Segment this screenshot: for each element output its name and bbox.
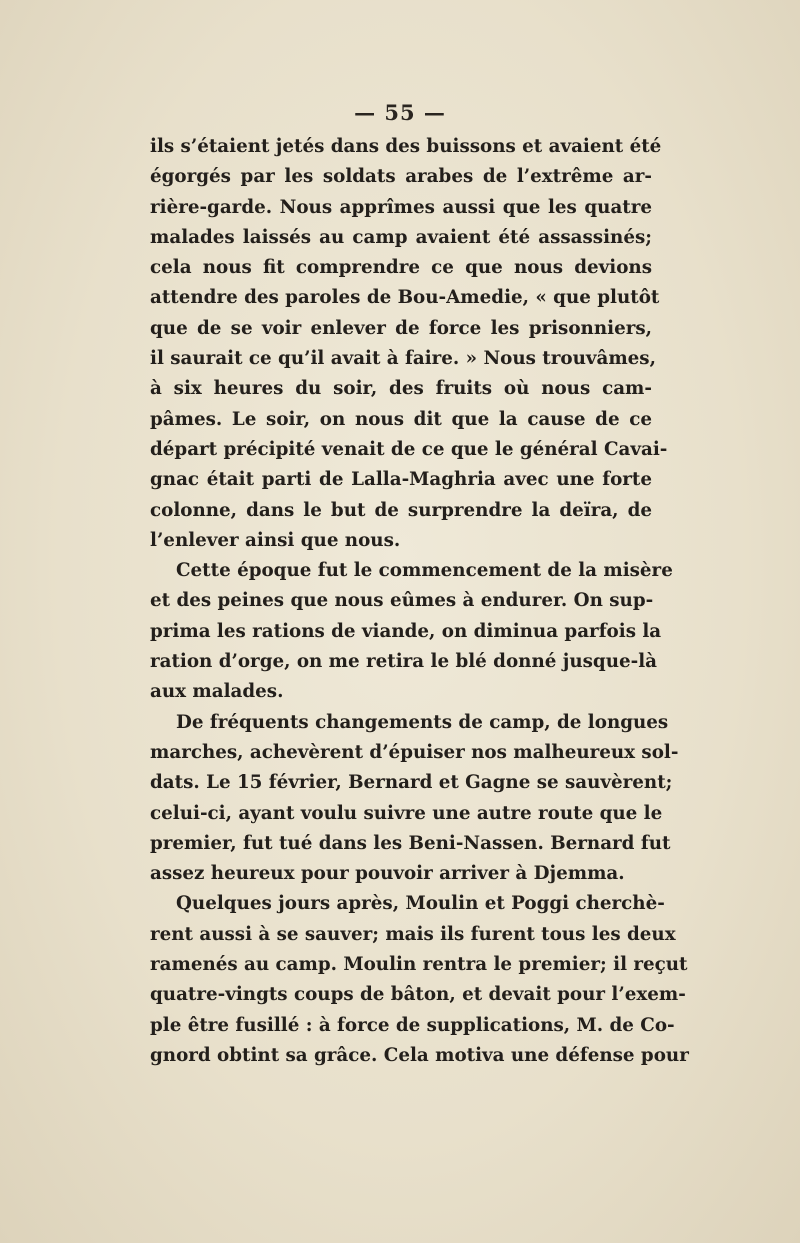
text-line: Cette époque fut le commencement de la misère	[176, 560, 673, 582]
text-line: aux malades.	[150, 681, 284, 703]
text-line: ils s’étaient jetés dans des buissons et avaient été	[150, 136, 662, 157]
text-line: gnord obtint sa grâce. Cela motiva une défense pour	[150, 1044, 689, 1066]
text-line: quatre-vingts coups de bâton, et devait pour l’exem-	[150, 984, 686, 1006]
text-line: à six heures du soir, des fruits où nous cam-	[150, 378, 652, 400]
text-line: prima les rations de viande, on diminua parfois la	[150, 620, 662, 642]
text-line: Quelques jours après, Moulin et Poggi cherchè-	[176, 893, 665, 915]
text-line: ration d’orge, on me retira le blé donné jusque-là	[150, 651, 658, 673]
text-line: égorgés par les soldats arabes de l’extrême ar-	[150, 166, 652, 188]
text-line: il saurait ce qu’il avait à faire. » Nous trouvâmes,	[150, 348, 656, 370]
text-line: l’enlever ainsi que nous.	[150, 529, 401, 551]
text-line: ple être fusillé : à force de supplications, M. de Co-	[150, 1014, 675, 1036]
text-line: que de se voir enlever de force les prisonniers,	[150, 317, 652, 339]
page-number: — 55 —	[354, 100, 446, 125]
text-line: De fréquents changements de camp, de longues	[176, 711, 669, 733]
text-line: gnac était parti de Lalla-Maghria avec une forte	[150, 469, 652, 491]
text-line: dats. Le 15 février, Bernard et Gagne se sauvèrent;	[150, 772, 673, 794]
text-line: pâmes. Le soir, on nous dit que la cause de ce	[150, 408, 652, 430]
text-line: assez heureux pour pouvoir arriver à Djemma.	[150, 863, 625, 885]
text-line: rière-garde. Nous apprîmes aussi que les quatre	[150, 196, 652, 218]
text-line: cela nous fit comprendre ce que nous devions	[150, 257, 652, 279]
text-line: rent aussi à se sauver; mais ils furent tous les deux	[150, 923, 676, 945]
text-line: malades laissés au camp avaient été assassinés;	[150, 226, 652, 248]
body-text	[150, 132, 689, 1071]
text-line: et des peines que nous eûmes à endurer. On sup-	[150, 590, 654, 612]
text-line: attendre des paroles de Bou-Amedie, « que plutôt	[150, 287, 660, 309]
text-line: départ précipité venait de ce que le général Cavai-	[150, 438, 668, 460]
text-line: colonne, dans le but de surprendre la deïra, de	[150, 499, 652, 521]
text-line: ramenés au camp. Moulin rentra le premier; il reçut	[150, 954, 688, 976]
text-line: premier, fut tué dans les Beni-Nassen. Bernard fut	[150, 832, 671, 854]
text-line: celui-ci, ayant voulu suivre une autre route que le	[150, 802, 663, 824]
text-line: marches, achevèrent d’épuiser nos malheureux sol-	[150, 741, 679, 763]
